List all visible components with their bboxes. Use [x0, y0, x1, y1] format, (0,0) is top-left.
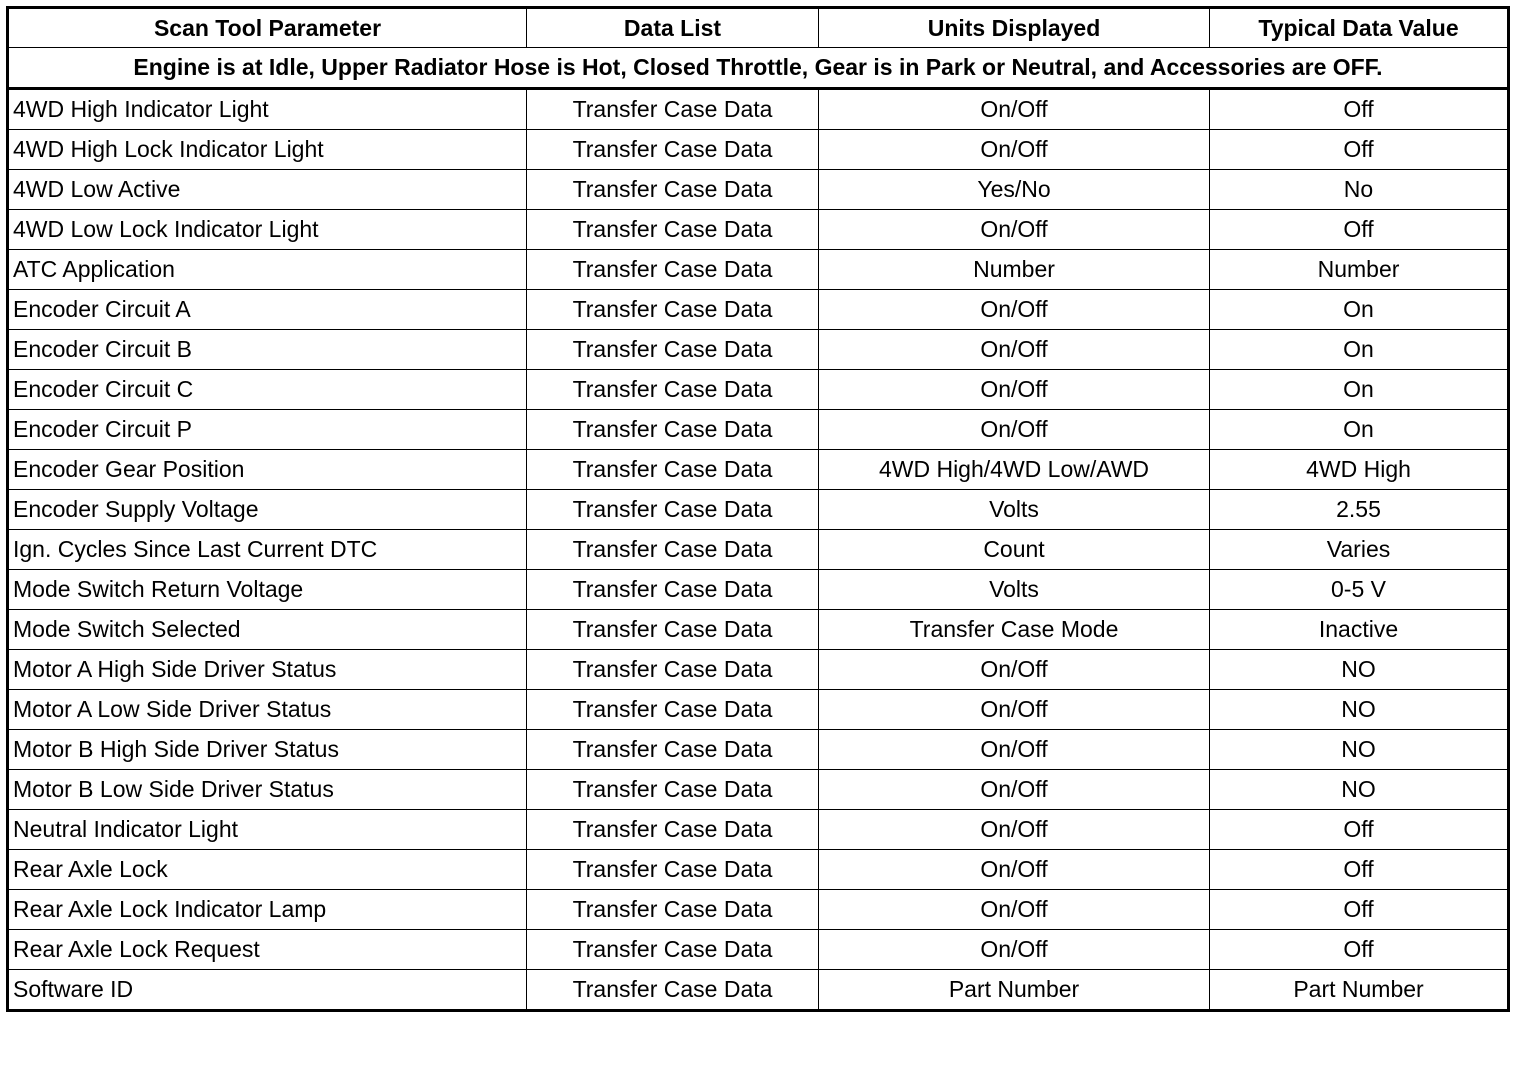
- cell-data-list: Transfer Case Data: [527, 810, 819, 850]
- cell-typical-value: On: [1210, 290, 1509, 330]
- cell-units: On/Off: [819, 730, 1210, 770]
- cell-parameter: ATC Application: [8, 250, 527, 290]
- table-header: [8, 8, 1509, 48]
- cell-typical-value: On: [1210, 330, 1509, 370]
- table-row: [8, 890, 1509, 930]
- table-row: [8, 650, 1509, 690]
- cell-parameter: Rear Axle Lock: [8, 850, 527, 890]
- cell-typical-value: Off: [1210, 890, 1509, 930]
- table-row: [8, 290, 1509, 330]
- cell-units: On/Off: [819, 850, 1210, 890]
- table-body: [8, 48, 1509, 1011]
- test-conditions: Engine is at Idle, Upper Radiator Hose is Hot, Closed Throttle, Gear is in Park or Neutral, and Accessories are OFF.: [8, 48, 1509, 89]
- table-row: [8, 850, 1509, 890]
- header-data-list: Data List: [527, 8, 819, 48]
- cell-data-list: Transfer Case Data: [527, 890, 819, 930]
- cell-units: Transfer Case Mode: [819, 610, 1210, 650]
- cell-data-list: Transfer Case Data: [527, 730, 819, 770]
- condition-row: [8, 48, 1509, 89]
- table-row: [8, 930, 1509, 970]
- header-row: [8, 8, 1509, 48]
- cell-typical-value: NO: [1210, 690, 1509, 730]
- table-row: [8, 250, 1509, 290]
- cell-data-list: Transfer Case Data: [527, 370, 819, 410]
- cell-units: On/Off: [819, 650, 1210, 690]
- cell-data-list: Transfer Case Data: [527, 650, 819, 690]
- cell-units: On/Off: [819, 690, 1210, 730]
- cell-units: On/Off: [819, 89, 1210, 130]
- table-row: [8, 490, 1509, 530]
- cell-units: Number: [819, 250, 1210, 290]
- cell-typical-value: 0-5 V: [1210, 570, 1509, 610]
- cell-units: Volts: [819, 490, 1210, 530]
- cell-units: On/Off: [819, 410, 1210, 450]
- cell-data-list: Transfer Case Data: [527, 210, 819, 250]
- cell-parameter: 4WD High Indicator Light: [8, 89, 527, 130]
- cell-data-list: Transfer Case Data: [527, 570, 819, 610]
- cell-parameter: Mode Switch Selected: [8, 610, 527, 650]
- cell-units: Yes/No: [819, 170, 1210, 210]
- cell-data-list: Transfer Case Data: [527, 330, 819, 370]
- cell-typical-value: Off: [1210, 89, 1509, 130]
- cell-typical-value: NO: [1210, 730, 1509, 770]
- cell-units: Count: [819, 530, 1210, 570]
- cell-typical-value: Inactive: [1210, 610, 1509, 650]
- cell-typical-value: No: [1210, 170, 1509, 210]
- table-row: [8, 450, 1509, 490]
- cell-typical-value: 4WD High: [1210, 450, 1509, 490]
- cell-typical-value: Off: [1210, 210, 1509, 250]
- cell-data-list: Transfer Case Data: [527, 170, 819, 210]
- cell-units: On/Off: [819, 770, 1210, 810]
- cell-parameter: Encoder Circuit P: [8, 410, 527, 450]
- table-row: [8, 690, 1509, 730]
- cell-parameter: Encoder Supply Voltage: [8, 490, 527, 530]
- cell-typical-value: Off: [1210, 930, 1509, 970]
- cell-typical-value: NO: [1210, 650, 1509, 690]
- cell-data-list: Transfer Case Data: [527, 490, 819, 530]
- cell-parameter: 4WD High Lock Indicator Light: [8, 130, 527, 170]
- cell-data-list: Transfer Case Data: [527, 610, 819, 650]
- cell-units: On/Off: [819, 330, 1210, 370]
- cell-typical-value: Number: [1210, 250, 1509, 290]
- cell-typical-value: Off: [1210, 130, 1509, 170]
- table-row: [8, 130, 1509, 170]
- cell-data-list: Transfer Case Data: [527, 410, 819, 450]
- cell-parameter: Ign. Cycles Since Last Current DTC: [8, 530, 527, 570]
- cell-data-list: Transfer Case Data: [527, 250, 819, 290]
- cell-parameter: 4WD Low Active: [8, 170, 527, 210]
- table-row: [8, 770, 1509, 810]
- cell-units: On/Off: [819, 130, 1210, 170]
- table-row: [8, 970, 1509, 1011]
- table-row: [8, 810, 1509, 850]
- table-row: [8, 89, 1509, 130]
- table-row: [8, 410, 1509, 450]
- cell-parameter: Motor A Low Side Driver Status: [8, 690, 527, 730]
- cell-data-list: Transfer Case Data: [527, 930, 819, 970]
- cell-typical-value: Off: [1210, 850, 1509, 890]
- cell-typical-value: Off: [1210, 810, 1509, 850]
- table-row: [8, 370, 1509, 410]
- table-row: [8, 570, 1509, 610]
- cell-units: On/Off: [819, 890, 1210, 930]
- cell-parameter: Software ID: [8, 970, 527, 1011]
- cell-parameter: Motor B High Side Driver Status: [8, 730, 527, 770]
- cell-units: On/Off: [819, 290, 1210, 330]
- cell-parameter: Encoder Gear Position: [8, 450, 527, 490]
- cell-units: On/Off: [819, 810, 1210, 850]
- header-scan-tool-parameter: Scan Tool Parameter: [8, 8, 527, 48]
- cell-units: Volts: [819, 570, 1210, 610]
- cell-data-list: Transfer Case Data: [527, 770, 819, 810]
- cell-parameter: Rear Axle Lock Request: [8, 930, 527, 970]
- table-row: [8, 610, 1509, 650]
- cell-data-list: Transfer Case Data: [527, 530, 819, 570]
- cell-data-list: Transfer Case Data: [527, 130, 819, 170]
- header-typical-data-value: Typical Data Value: [1210, 8, 1509, 48]
- cell-units: Part Number: [819, 970, 1210, 1011]
- cell-parameter: Rear Axle Lock Indicator Lamp: [8, 890, 527, 930]
- cell-parameter: Mode Switch Return Voltage: [8, 570, 527, 610]
- table-row: [8, 170, 1509, 210]
- cell-units: 4WD High/4WD Low/AWD: [819, 450, 1210, 490]
- table-row: [8, 730, 1509, 770]
- cell-units: On/Off: [819, 930, 1210, 970]
- scan-tool-data-table: [6, 6, 1510, 1012]
- cell-typical-value: On: [1210, 410, 1509, 450]
- cell-parameter: Encoder Circuit C: [8, 370, 527, 410]
- cell-data-list: Transfer Case Data: [527, 89, 819, 130]
- cell-data-list: Transfer Case Data: [527, 970, 819, 1011]
- cell-parameter: Encoder Circuit B: [8, 330, 527, 370]
- cell-typical-value: NO: [1210, 770, 1509, 810]
- cell-parameter: Motor A High Side Driver Status: [8, 650, 527, 690]
- cell-data-list: Transfer Case Data: [527, 290, 819, 330]
- cell-data-list: Transfer Case Data: [527, 850, 819, 890]
- header-units-displayed: Units Displayed: [819, 8, 1210, 48]
- table-row: [8, 210, 1509, 250]
- cell-units: On/Off: [819, 210, 1210, 250]
- table-row: [8, 530, 1509, 570]
- cell-typical-value: On: [1210, 370, 1509, 410]
- cell-parameter: Motor B Low Side Driver Status: [8, 770, 527, 810]
- cell-parameter: Neutral Indicator Light: [8, 810, 527, 850]
- cell-typical-value: Part Number: [1210, 970, 1509, 1011]
- cell-parameter: 4WD Low Lock Indicator Light: [8, 210, 527, 250]
- cell-data-list: Transfer Case Data: [527, 450, 819, 490]
- cell-parameter: Encoder Circuit A: [8, 290, 527, 330]
- cell-typical-value: 2.55: [1210, 490, 1509, 530]
- cell-units: On/Off: [819, 370, 1210, 410]
- cell-typical-value: Varies: [1210, 530, 1509, 570]
- table-row: [8, 330, 1509, 370]
- cell-data-list: Transfer Case Data: [527, 690, 819, 730]
